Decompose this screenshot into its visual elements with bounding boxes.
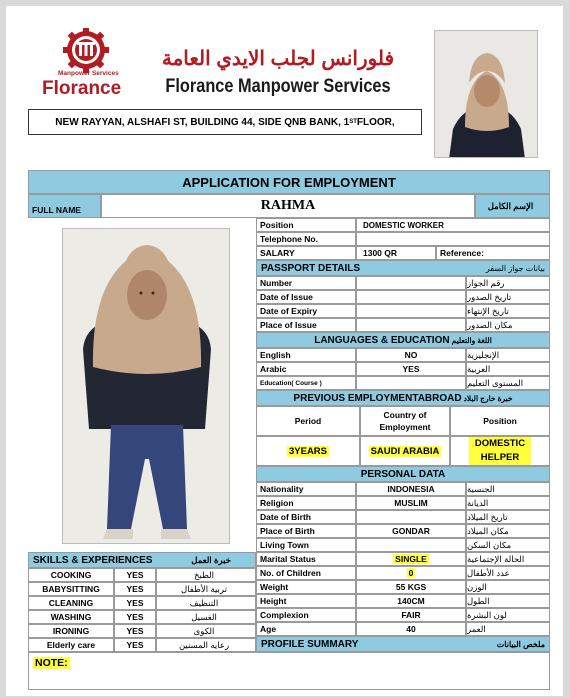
reference-label: Reference: xyxy=(436,246,550,260)
form-title: APPLICATION FOR EMPLOYMENT xyxy=(28,170,550,194)
skill-value: YES xyxy=(114,624,156,638)
skills-header xyxy=(28,552,256,568)
skill-label: CLEANING xyxy=(28,596,114,610)
education-value xyxy=(356,376,466,390)
address-box xyxy=(28,109,422,135)
company-arabic-name: فلورانس لجلب الايدي العامة xyxy=(161,48,395,70)
applicant-photo xyxy=(62,228,230,544)
employment-position: DOMESTIC HELPER xyxy=(469,437,531,465)
personal-row-value: 55 KGS xyxy=(356,580,466,594)
personal-row-arabic: الديانة xyxy=(466,496,550,510)
languages-header-arabic: اللغة والتعليم xyxy=(451,335,492,345)
company-english-name: Florance Manpower Services xyxy=(165,76,391,97)
marital-status-value: SINGLE xyxy=(395,554,427,564)
personal-row-arabic: الوزن xyxy=(466,580,550,594)
employment-country: SAUDI ARABIA xyxy=(370,445,440,457)
position-value: DOMESTIC WORKER xyxy=(356,218,550,232)
personal-row-arabic: مكان السكن xyxy=(466,538,550,552)
personal-row-label: Weight xyxy=(256,580,356,594)
employment-col-position: Position xyxy=(450,406,550,436)
passport-row-label: Date of Expiry xyxy=(256,304,356,318)
skills-header-arabic: خبرة العمل xyxy=(191,554,231,565)
skill-arabic: التنظيف xyxy=(156,596,256,610)
personal-row-arabic: الطول xyxy=(466,594,550,608)
personal-header: PERSONAL DATA xyxy=(256,466,550,482)
personal-row-label: Place of Birth xyxy=(256,524,356,538)
language-row-arabic: العربية xyxy=(466,362,550,376)
profile-summary-arabic: ملخص البيانات xyxy=(496,639,545,649)
note-box xyxy=(28,652,550,690)
education-label: Education( Course ) xyxy=(256,376,356,390)
full-name-value: RAHMA xyxy=(101,194,475,218)
skill-arabic: تربية الأطفال xyxy=(156,582,256,596)
passport-header xyxy=(256,260,550,276)
personal-row-value: 140CM xyxy=(356,594,466,608)
personal-row-label: Nationality xyxy=(256,482,356,496)
skill-arabic: رعايه المسنين xyxy=(156,638,256,652)
application-form xyxy=(6,6,563,696)
address-text: NEW RAYYAN, ALSHAFI ST, BUILDING 44, SIDE QNB BANK, 1 xyxy=(55,116,350,128)
personal-row-value xyxy=(356,510,466,524)
passport-header-label: PASSPORT DETAILS xyxy=(261,262,361,274)
personal-row-arabic: الجنسية xyxy=(466,482,550,496)
education-arabic: المستوى التعليم xyxy=(466,376,550,390)
personal-row-value: INDONESIA xyxy=(356,482,466,496)
passport-header-arabic: بيانات جواز السفر xyxy=(485,263,545,273)
personal-row-value: 40 xyxy=(356,622,466,636)
employment-period-cell xyxy=(256,436,360,466)
employment-col-period: Period xyxy=(256,406,360,436)
employment-header-arabic: خبرة خارج البلاد xyxy=(463,393,513,403)
note-label: NOTE: xyxy=(35,657,68,669)
passport-row-value xyxy=(356,290,466,304)
skill-value: YES xyxy=(114,582,156,596)
personal-row-value: FAIR xyxy=(356,608,466,622)
passport-row-value xyxy=(356,318,466,332)
personal-row-label: Complexion xyxy=(256,608,356,622)
skill-label: IRONING xyxy=(28,624,114,638)
personal-row-label: Religion xyxy=(256,496,356,510)
personal-row-arabic: الحالة الإجتماعية xyxy=(466,552,550,566)
employment-col-country: Country of Employment xyxy=(360,406,450,436)
personal-row-arabic: مكان الميلاد xyxy=(466,524,550,538)
telephone-value xyxy=(356,232,550,246)
skill-value: YES xyxy=(114,638,156,652)
employment-header xyxy=(256,390,550,406)
personal-row-arabic: لون البشرة xyxy=(466,608,550,622)
languages-header xyxy=(256,332,550,348)
skill-value: YES xyxy=(114,568,156,582)
passport-row-label: Place of Issue xyxy=(256,318,356,332)
personal-row-value xyxy=(356,538,466,552)
passport-photo xyxy=(434,30,538,158)
skill-arabic: الغسيل xyxy=(156,610,256,624)
personal-row-value-cell xyxy=(356,552,466,566)
personal-row-label: Living Town xyxy=(256,538,356,552)
skill-value: YES xyxy=(114,610,156,624)
skill-arabic: الكوى xyxy=(156,624,256,638)
language-row-label: English xyxy=(256,348,356,362)
skills-header-label: SKILLS & EXPERIENCES xyxy=(33,554,153,566)
employment-header-label: PREVIOUS EMPLOYMENTABROAD xyxy=(293,392,462,404)
skill-label: Elderly care xyxy=(28,638,114,652)
passport-row-value xyxy=(356,276,466,290)
languages-header-label: LANGUAGES & EDUCATION xyxy=(314,334,450,346)
passport-row-label: Number xyxy=(256,276,356,290)
passport-row-arabic: رقم الجواز xyxy=(466,276,550,290)
personal-row-label: Height xyxy=(256,594,356,608)
employment-period: 3YEARS xyxy=(288,445,327,457)
salary-value: 1300 QR xyxy=(356,246,436,260)
personal-row-arabic: العمر xyxy=(466,622,550,636)
address-superscript: ST xyxy=(349,119,357,125)
language-row-value: YES xyxy=(356,362,466,376)
language-row-label: Arabic xyxy=(256,362,356,376)
personal-row-value: MUSLIM xyxy=(356,496,466,510)
position-label: Position xyxy=(256,218,356,232)
address-end: FLOOR, xyxy=(356,116,395,128)
skill-label: WASHING xyxy=(28,610,114,624)
skill-value: YES xyxy=(114,596,156,610)
personal-row-arabic: عدد الأطفال xyxy=(466,566,550,580)
full-name-label: FULL NAME xyxy=(28,194,101,218)
brand-name: Florance xyxy=(42,78,122,99)
personal-row-label: Age xyxy=(256,622,356,636)
profile-summary-header xyxy=(256,636,550,652)
skill-label: COOKING xyxy=(28,568,114,582)
passport-row-label: Date of Issue xyxy=(256,290,356,304)
profile-summary-label: PROFILE SUMMARY xyxy=(261,638,359,650)
brand-small: Manpower Services xyxy=(58,70,119,77)
passport-row-value xyxy=(356,304,466,318)
telephone-label: Telephone No. xyxy=(256,232,356,246)
children-count-value: 0 xyxy=(408,568,414,578)
personal-row-value-cell xyxy=(356,566,466,580)
salary-label: SALARY xyxy=(256,246,356,260)
employment-country-cell xyxy=(360,436,450,466)
personal-row-label: No. of Children xyxy=(256,566,356,580)
employment-position-cell xyxy=(450,436,550,466)
personal-row-label: Date of Birth xyxy=(256,510,356,524)
passport-row-arabic: مكان الصدور xyxy=(466,318,550,332)
full-name-arabic: الإسم الكامل xyxy=(475,194,550,218)
skill-arabic: الطبخ xyxy=(156,568,256,582)
language-row-arabic: الإنجليزية xyxy=(466,348,550,362)
passport-row-arabic: تاريخ الإنتهاء xyxy=(466,304,550,318)
personal-row-value: GONDAR xyxy=(356,524,466,538)
skill-label: BABYSITTING xyxy=(28,582,114,596)
personal-row-label: Marital Status xyxy=(256,552,356,566)
personal-row-arabic: تاريخ الميلاد xyxy=(466,510,550,524)
language-row-value: NO xyxy=(356,348,466,362)
passport-row-arabic: تاريخ الصدور xyxy=(466,290,550,304)
